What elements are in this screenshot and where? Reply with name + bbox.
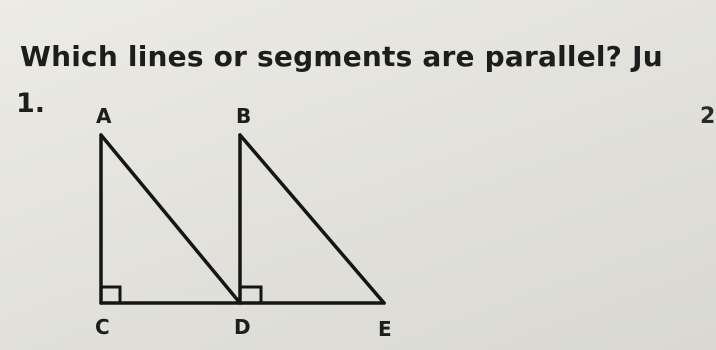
next-problem-number-fragment: 2 <box>700 104 716 129</box>
point-label-e: E <box>378 317 392 341</box>
segment-be <box>240 135 384 303</box>
point-label-d: D <box>234 315 251 339</box>
right-angle-marker-c <box>101 287 120 303</box>
problem-number: 1. <box>16 88 46 119</box>
point-label-b: B <box>236 104 252 128</box>
point-label-c: C <box>95 315 110 339</box>
question-text: Which lines or segments are parallel? Ju <box>20 40 663 73</box>
right-angle-marker-d <box>240 287 261 303</box>
segment-ad <box>101 135 240 303</box>
point-label-a: A <box>96 104 112 128</box>
